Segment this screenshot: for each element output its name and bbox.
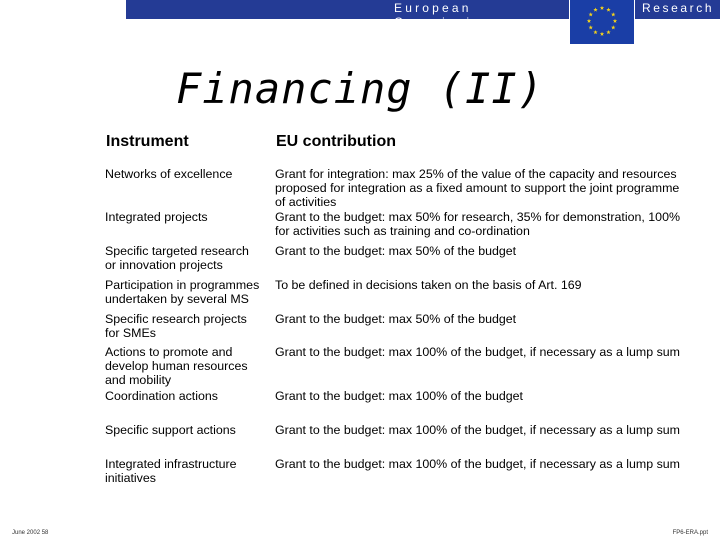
instrument-line: for SMEs (105, 326, 156, 340)
instrument-line: Specific targeted research (105, 244, 249, 258)
contribution-line: Grant to the budget: max 100% of the budget, if necessary as a lump sum (275, 345, 680, 359)
instrument-line: or innovation projects (105, 258, 223, 272)
contribution-cell (275, 278, 715, 292)
instrument-cell (105, 345, 273, 387)
research-label: Research (642, 1, 715, 15)
eu-star-icon (606, 7, 610, 11)
contribution-cell (275, 312, 715, 326)
eu-star-icon (600, 6, 604, 10)
commission-label: European Commission (394, 1, 493, 29)
header-band-left (126, 0, 569, 29)
eu-star-icon (611, 25, 615, 29)
contribution-cell (275, 244, 715, 258)
contribution-column-header: EU contribution (276, 133, 396, 150)
header-band-right (635, 0, 720, 19)
eu-star-icon (587, 19, 591, 23)
instrument-line: Integrated infrastructure (105, 457, 237, 471)
instrument-cell (105, 210, 273, 224)
contribution-line: Grant for integration: max 25% of the value of the capacity and resources (275, 167, 677, 181)
instrument-line: Participation in programmes (105, 278, 260, 292)
footer-date-page: June 2002 58 (12, 530, 49, 536)
eu-star-icon (611, 12, 615, 16)
contribution-line: Grant to the budget: max 50% of the budget (275, 312, 517, 326)
instrument-cell (105, 457, 273, 485)
contribution-line: To be defined in decisions taken on the basis of Art. 169 (275, 278, 582, 292)
contribution-cell (275, 457, 715, 471)
eu-star-icon (593, 7, 597, 11)
instrument-cell (105, 167, 273, 181)
contribution-line: Grant to the budget: max 100% of the budget, if necessary as a lump sum (275, 423, 680, 437)
instrument-line: Specific research projects (105, 312, 247, 326)
contribution-line: Grant to the budget: max 100% of the budget, if necessary as a lump sum (275, 457, 680, 471)
footer-filename: FP6-ERA.ppt (672, 530, 708, 536)
instrument-line: develop human resources (105, 359, 248, 373)
instrument-cell (105, 389, 273, 403)
instrument-line: Specific support actions (105, 423, 236, 437)
instrument-line: and mobility (105, 373, 172, 387)
instrument-cell (105, 244, 273, 272)
contribution-line: of activities (275, 195, 337, 209)
contribution-line: Grant to the budget: max 50% for research, 35% for demonstration, 100% (275, 210, 680, 224)
eu-star-icon (589, 25, 593, 29)
instrument-cell (105, 423, 273, 437)
instrument-line: Integrated projects (105, 210, 208, 224)
instrument-cell (105, 278, 273, 306)
eu-star-icon (606, 30, 610, 34)
eu-star-icon (613, 19, 617, 23)
contribution-cell (275, 389, 715, 403)
instrument-line: initiatives (105, 471, 156, 485)
eu-flag-logo (570, 0, 634, 44)
contribution-cell (275, 210, 715, 238)
contribution-line: Grant to the budget: max 50% of the budget (275, 244, 517, 258)
instrument-column-header: Instrument (106, 133, 189, 150)
instrument-line: Actions to promote and (105, 345, 233, 359)
contribution-cell (275, 423, 715, 437)
eu-star-icon (589, 12, 593, 16)
contribution-cell (275, 345, 715, 359)
instrument-line: Networks of excellence (105, 167, 233, 181)
instrument-line: undertaken by several MS (105, 292, 249, 306)
contribution-line: Grant to the budget: max 100% of the budget (275, 389, 523, 403)
contribution-cell (275, 167, 715, 209)
slide-title: Financing (II) (175, 64, 544, 113)
eu-star-icon (600, 32, 604, 36)
instrument-cell (105, 312, 273, 340)
contribution-line: for activities such as training and co-ordination (275, 224, 530, 238)
instrument-line: Coordination actions (105, 389, 218, 403)
contribution-line: proposed for integration as a fixed amount to support the joint programme (275, 181, 680, 195)
eu-stars-icon (570, 0, 634, 44)
eu-star-icon (593, 30, 597, 34)
